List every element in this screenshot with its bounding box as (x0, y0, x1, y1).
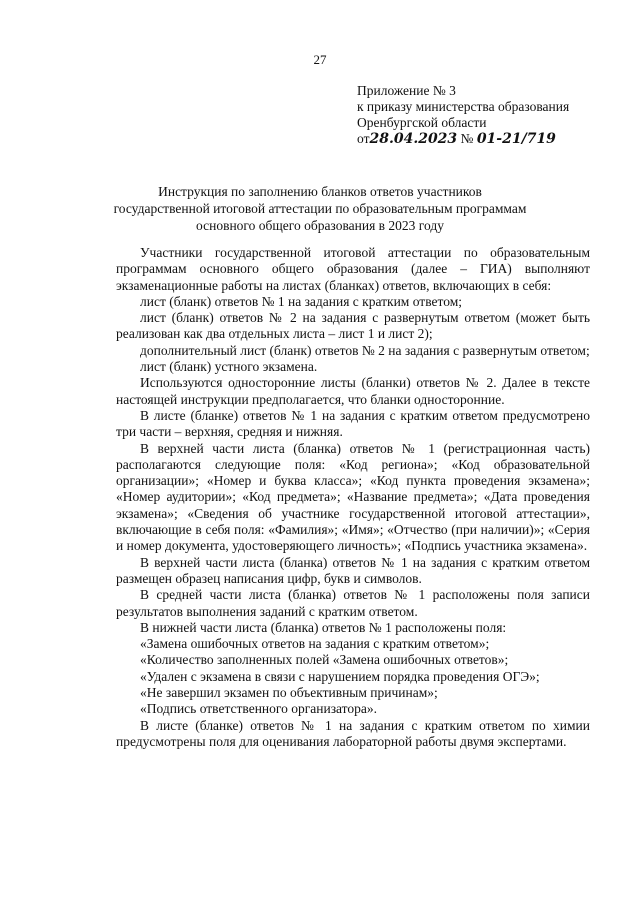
appendix-order-number: 01-21/719 (476, 131, 556, 147)
paragraph: В средней части листа (бланка) ответов № 1 расположены поля записи результатов выполнения заданий с кратким ответом. (116, 587, 590, 619)
paragraph: В листе (бланке) ответов № 1 на задания с кратким ответом предусмотрено три части – верхняя, средняя и нижняя. (116, 407, 590, 440)
instruction-body (116, 245, 590, 750)
paragraph: В нижней части листа (бланка) ответов № 1 расположены поля: (140, 619, 507, 635)
paragraph: «Удален с экзамена в связи с нарушением порядка проведения ОГЭ»; (140, 668, 540, 684)
paragraph: «Не завершил экзамен по объективным причинам»; (140, 685, 438, 701)
paragraph: Используются односторонние листы (бланки) ответов № 2. Далее в тексте настоящей инструкции предполагается, что бланки односторонние. (116, 375, 590, 407)
appendix-number-label: № (460, 131, 474, 146)
appendix-order-ref: к приказу министерства образования (357, 99, 570, 114)
title-line-3: основного общего образования в 2023 году (196, 218, 444, 233)
title-line-2: государственной итоговой аттестации по образовательным программам (113, 201, 527, 216)
paragraph: «Подпись ответственного организатора». (140, 701, 378, 717)
paragraph: В верхней части листа (бланка) ответов № 1 на задания с кратким ответом размещен образец написания цифр, букв и символов. (116, 554, 590, 586)
appendix-region: Оренбургской области (357, 115, 487, 130)
paragraph: «Количество заполненных полей «Замена ошибочных ответов»; (140, 652, 509, 668)
paragraph: «Замена ошибочных ответов на задания с кратким ответом»; (140, 636, 490, 652)
paragraph: дополнительный лист (бланк) ответов № 2 на задания с развернутым ответом; (140, 342, 590, 358)
appendix-number: Приложение № 3 (357, 83, 456, 98)
paragraph: лист (бланк) устного экзамена. (140, 359, 318, 375)
page-number: 27 (313, 52, 327, 67)
appendix-date: 28.04.2023 (369, 131, 458, 147)
paragraph: В верхней части листа (бланка) ответов № 1 (регистрационная часть) располагаются следующие поля: «Код региона»; «Код образовательной организации»; «Номер и буква класса»; «Код пункта проведения экзамена»; «Номер аудитории»; «Код предмета»; «Название предмета»; «Дата проведения экзамена»; «Сведения об участнике государственной итоговой аттестации», включающие в себя поля: «Фамилия»; «Имя»; «Отчество (при наличии)»; «Серия и номер документа, удостоверяющего личность»; «Подпись участника экзамена». (116, 440, 590, 554)
appendix-from-label: от (357, 131, 370, 146)
paragraph: лист (бланк) ответов № 2 на задания с развернутым ответом (может быть реализован как два отдельных листа – лист 1 и лист 2); (116, 310, 590, 342)
paragraph: Участники государственной итоговой аттестации по образовательным программам основного общего образования (далее – ГИА) выполняют экзаменационные работы на листах (бланках) ответов, включающих в себя: (116, 245, 590, 293)
paragraph: В листе (бланке) ответов № 1 на задания с кратким ответом по химии предусмотрены поля для оценивания лабораторной работы двумя экспертами. (116, 717, 590, 749)
instruction-title (100, 183, 540, 234)
appendix-date-line (357, 131, 569, 147)
paragraph: лист (бланк) ответов № 1 на задания с кратким ответом; (140, 293, 462, 309)
appendix-header (357, 83, 569, 147)
title-line-1: Инструкция по заполнению бланков ответов участников (158, 184, 482, 199)
